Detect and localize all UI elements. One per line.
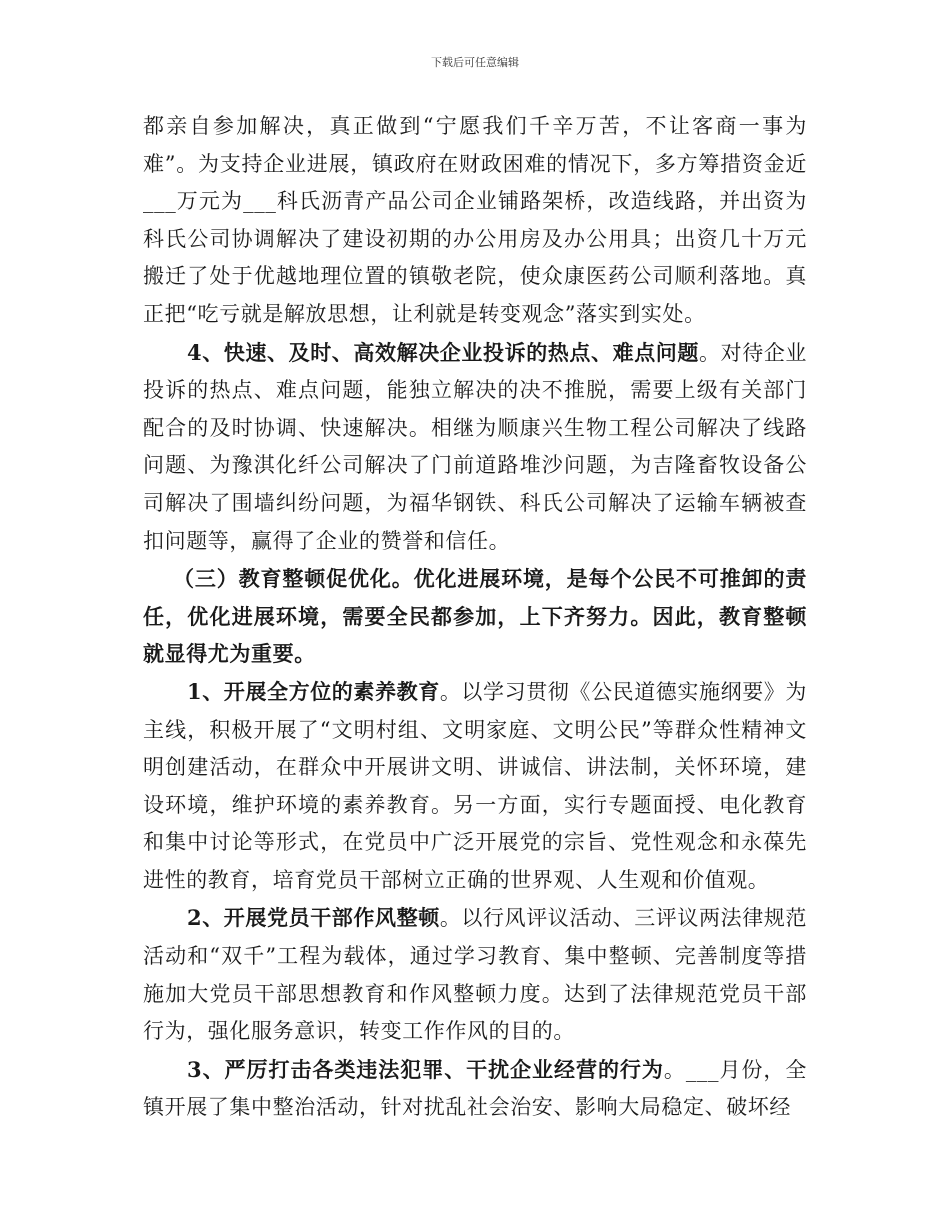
paragraph-5-body: 。以行风评议活动、三评议两法律规范活动和“双千”工程为载体，通过学习教育、集中整顿、完善制度等措施加大党员干部思想教育和作风整顿力度。达到了法律规范党员干部行为，强化服务意识，转变工作作风的目的。 (143, 906, 808, 1044)
paragraph-4-heading: 1、开展全方位的素养教育 (187, 678, 440, 704)
paragraph-5-heading: 2、开展党员干部作风整顿 (187, 905, 440, 931)
paragraph-4-body: 。以学习贯彻《公民道德实施纲要》为主线，积极开展了“文明村组、文明家庭、文明公民”等群众性精神文明创建活动，在群众中开展讲文明、讲诚信、讲法制，关怀环境，建设环境，维护环境的素养教育。另一方面，实行专题面授、电化教育和集中讨论等形式，在党员中广泛开展党的宗旨、党性观念和永葆先进性的教育，培育党员干部树立正确的世界观、人生观和价值观。 (143, 679, 808, 892)
paragraph-6 (143, 1051, 807, 1127)
paragraph-5 (143, 899, 807, 1050)
paragraph-6-heading: 3、严厉打击各类违法犯罪、干扰企业经营的行为 (187, 1056, 664, 1082)
paragraph-6-body: 。___月份，全镇开展了集中整治活动，针对扰乱社会治安、影响大局稳定、破坏经 (143, 1057, 807, 1120)
paragraph-2 (143, 334, 807, 561)
paragraph-4 (143, 673, 807, 900)
page-header: 下载后可任意编辑 (431, 56, 519, 69)
paragraph-2-body: 。对待企业投诉的热点、难点问题，能独立解决的决不推脱，需要上级有关部门配合的及时协调、快速解决。相继为顺康兴生物工程公司解决了线路问题、为豫淇化纤公司解决了门前道路堆沙问题，为吉隆畜牧设备公司解决了围墙纠纷问题，为福华钢铁、科氏公司解决了运输车辆被查扣问题等，赢得了企业的赞誉和信任。 (143, 340, 808, 553)
paragraph-2-heading: 4、快速、及时、高效解决企业投诉的热点、难点问题 (187, 339, 700, 365)
paragraph-1: 都亲自参加解决，真正做到“宁愿我们千辛万苦，不让客商一事为难”。为支持企业进展，镇政府在财政困难的情况下，多方筹措资金近___万元为___科氏沥青产品公司企业铺路架桥，改造线路，并出资为科氏公司协调解决了建设初期的办公用房及办公用具；出资几十万元搬迁了处于优越地理位置的镇敬老院，使众康医药公司顺利落地。真正把“吃亏就是解放思想，让利就是转变观念”落实到实处。 (143, 114, 807, 326)
section-heading-3: （三）教育整顿促优化。优化进展环境，是每个公民不可推卸的责任，优化进展环境，需要全民都参加，上下齐努力。因此，教育整顿就显得尤为重要。 (143, 566, 807, 667)
document-body (143, 108, 807, 1127)
